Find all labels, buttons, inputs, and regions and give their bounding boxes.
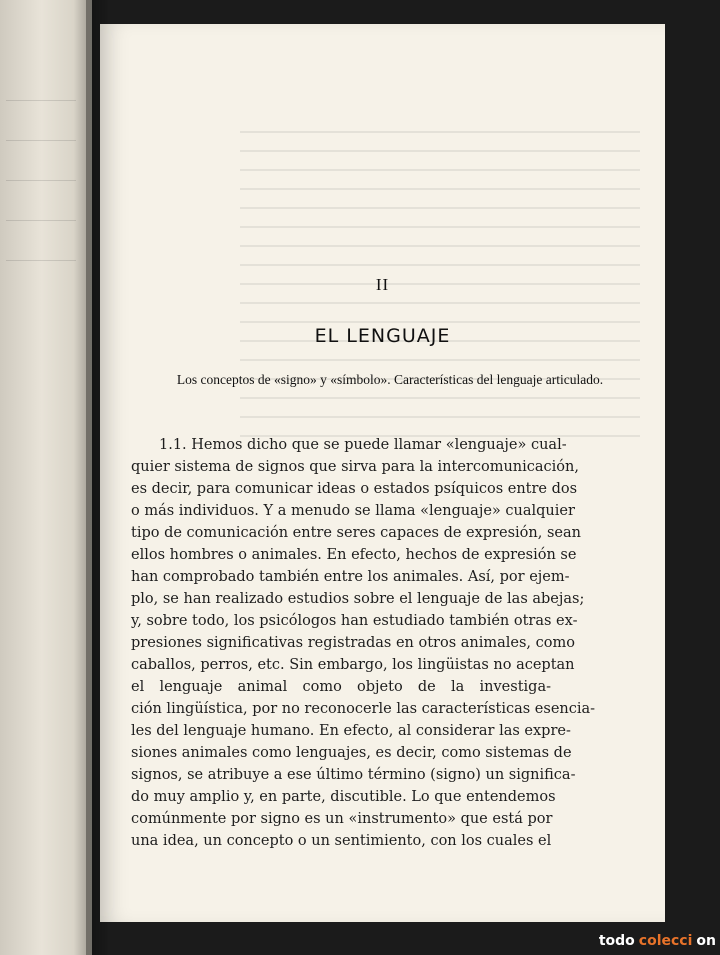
- body-line: es decir, para comunicar ideas o estados psíquicos entre dos: [131, 481, 578, 497]
- body-line: caballos, perros, etc. Sin embargo, los lingüistas no aceptan: [131, 657, 575, 673]
- left-page-text-line: [6, 140, 76, 141]
- left-page-text-line: [6, 100, 76, 101]
- body-line: el lenguaje animal como objeto de la investiga-: [131, 679, 551, 695]
- body-line: 1.1. Hemos dicho que se puede llamar «lenguaje» cual-: [159, 437, 567, 453]
- watermark-part-a: todo: [598, 933, 635, 949]
- body-line: o más individuos. Y a menudo se llama «lenguaje» cualquier: [131, 503, 575, 519]
- body-line: han comprobado también entre los animales. Así, por ejem-: [131, 569, 570, 585]
- watermark-logo: [599, 933, 716, 949]
- body-line: tipo de comunicación entre seres capaces de expresión, sean: [131, 525, 581, 541]
- body-line: presiones significativas registradas en otros animales, como: [131, 635, 575, 651]
- left-facing-page: [0, 0, 92, 955]
- body-line: les del lenguaje humano. En efecto, al considerar las expre-: [131, 723, 571, 739]
- body-line: plo, se han realizado estudios sobre el lenguaje de las abejas;: [131, 591, 585, 607]
- body-line: ción lingüística, por no reconocerle las características esencia-: [131, 701, 596, 717]
- body-line: do muy amplio y, en parte, discutible. Lo que entendemos: [131, 789, 556, 805]
- chapter-number: II: [375, 275, 390, 294]
- left-page-text-line: [6, 220, 76, 221]
- chapter-title: EL LENGUAJE: [314, 325, 451, 347]
- left-page-text-line: [6, 260, 76, 261]
- body-line: y, sobre todo, los psicólogos han estudiado también otras ex-: [131, 613, 578, 629]
- watermark-part-b: colecci: [638, 933, 693, 949]
- body-line: ellos hombres o animales. En efecto, hechos de expresión se: [131, 547, 577, 563]
- left-page-text-line: [6, 180, 76, 181]
- body-line: una idea, un concepto o un sentimiento, con los cuales el: [131, 833, 552, 849]
- chapter-subtitle: Los conceptos de «signo» y «símbolo». Características del lenguaje articulado.: [176, 372, 604, 387]
- body-line: comúnmente por signo es un «instrumento» que está por: [131, 811, 553, 827]
- watermark-part-c: on: [696, 933, 716, 949]
- body-line: quier sistema de signos que sirva para la intercomunicación,: [131, 459, 579, 475]
- body-line: siones animales como lenguajes, es decir, como sistemas de: [131, 745, 572, 761]
- body-line: signos, se atribuye a ese último término (signo) un significa-: [131, 767, 576, 783]
